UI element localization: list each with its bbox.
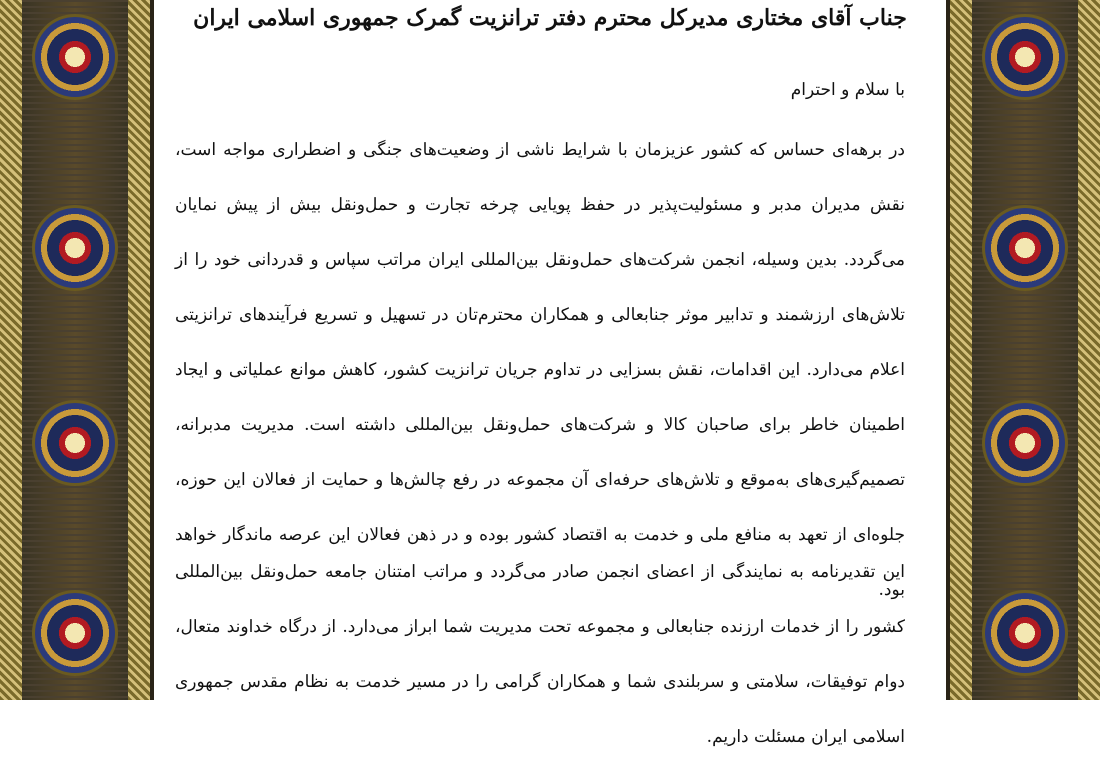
left-inner-band: [128, 0, 150, 700]
letter-greeting: با سلام و احترام: [790, 80, 905, 100]
ornament-medallion: [982, 590, 1068, 676]
ornament-medallion: [32, 14, 118, 100]
right-divider-line: [946, 0, 950, 700]
ornament-medallion: [982, 205, 1068, 291]
letter-paragraph: در برهه‌ای حساس که کشور عزیزمان با شرایط ناشی از وضعیت‌های جنگی و اضطراری مواجه است، نقش مدیران مدبر و مسئولیت‌پذیر در حفظ پویایی چرخه تجارت و حمل‌ونقل بیش از پیش نمایان می‌گردد. بدین وسیله، انجمن شرکت‌های حمل‌ونقل بین‌المللی ایران مراتب سپاس و قدردانی خود را از تلاش‌های ارزشمند و تدابیر موثر جنابعالی و همکاران محترم‌تان در تسهیل و تسریع فرآیندهای ترانزیتی اعلام می‌دارد. این اقدامات، نقش بسزایی در تداوم جریان ترانزیت کشور، کاهش موانع عملیاتی و ایجاد اطمینان خاطر برای صاحبان کالا و شرکت‌های حمل‌ونقل بین‌المللی داشته است. مدیریت مدبرانه، تصمیم‌گیری‌های به‌موقع و تلاش‌های حرفه‌ای آن مجموعه در رفع چالش‌ها و حمایت از فعالان این حوزه، جلوه‌ای از تعهد به منافع ملی و خدمت به اقتصاد کشور بوده و در ذهن فعالان این عرصه ماندگار خواهد بود.: [175, 140, 905, 600]
right-inner-band: [950, 0, 972, 700]
left-divider-line: [150, 0, 154, 700]
ornament-medallion: [982, 14, 1068, 100]
letter-paragraph: این تقدیرنامه به نمایندگی از اعضای انجمن صادر می‌گردد و مراتب امتنان جامعه حمل‌ونقل بین‌المللی کشور را از خدمات ارزنده جنابعالی و مجموعه تحت مدیریت شما ابراز می‌دارد. از درگاه خداوند متعال، دوام توفیقات، سلامتی و سربلندی شما و همکاران گرامی را در مسیر خدمت به نظام مقدس جمهوری اسلامی ایران مسئلت داریم.: [175, 562, 905, 747]
ornament-medallion: [982, 400, 1068, 486]
right-outer-band: [1078, 0, 1100, 700]
ornament-medallion: [32, 400, 118, 486]
left-outer-band: [0, 0, 22, 700]
left-ornamental-border: [0, 0, 150, 700]
right-ornamental-border: [950, 0, 1100, 700]
letter-title: جناب آقای مختاری مدیرکل محترم دفتر ترانزیت گمرک جمهوری اسلامی ایران: [193, 5, 907, 31]
ornament-medallion: [32, 205, 118, 291]
ornament-medallion: [32, 590, 118, 676]
letter-body: [175, 0, 925, 747]
